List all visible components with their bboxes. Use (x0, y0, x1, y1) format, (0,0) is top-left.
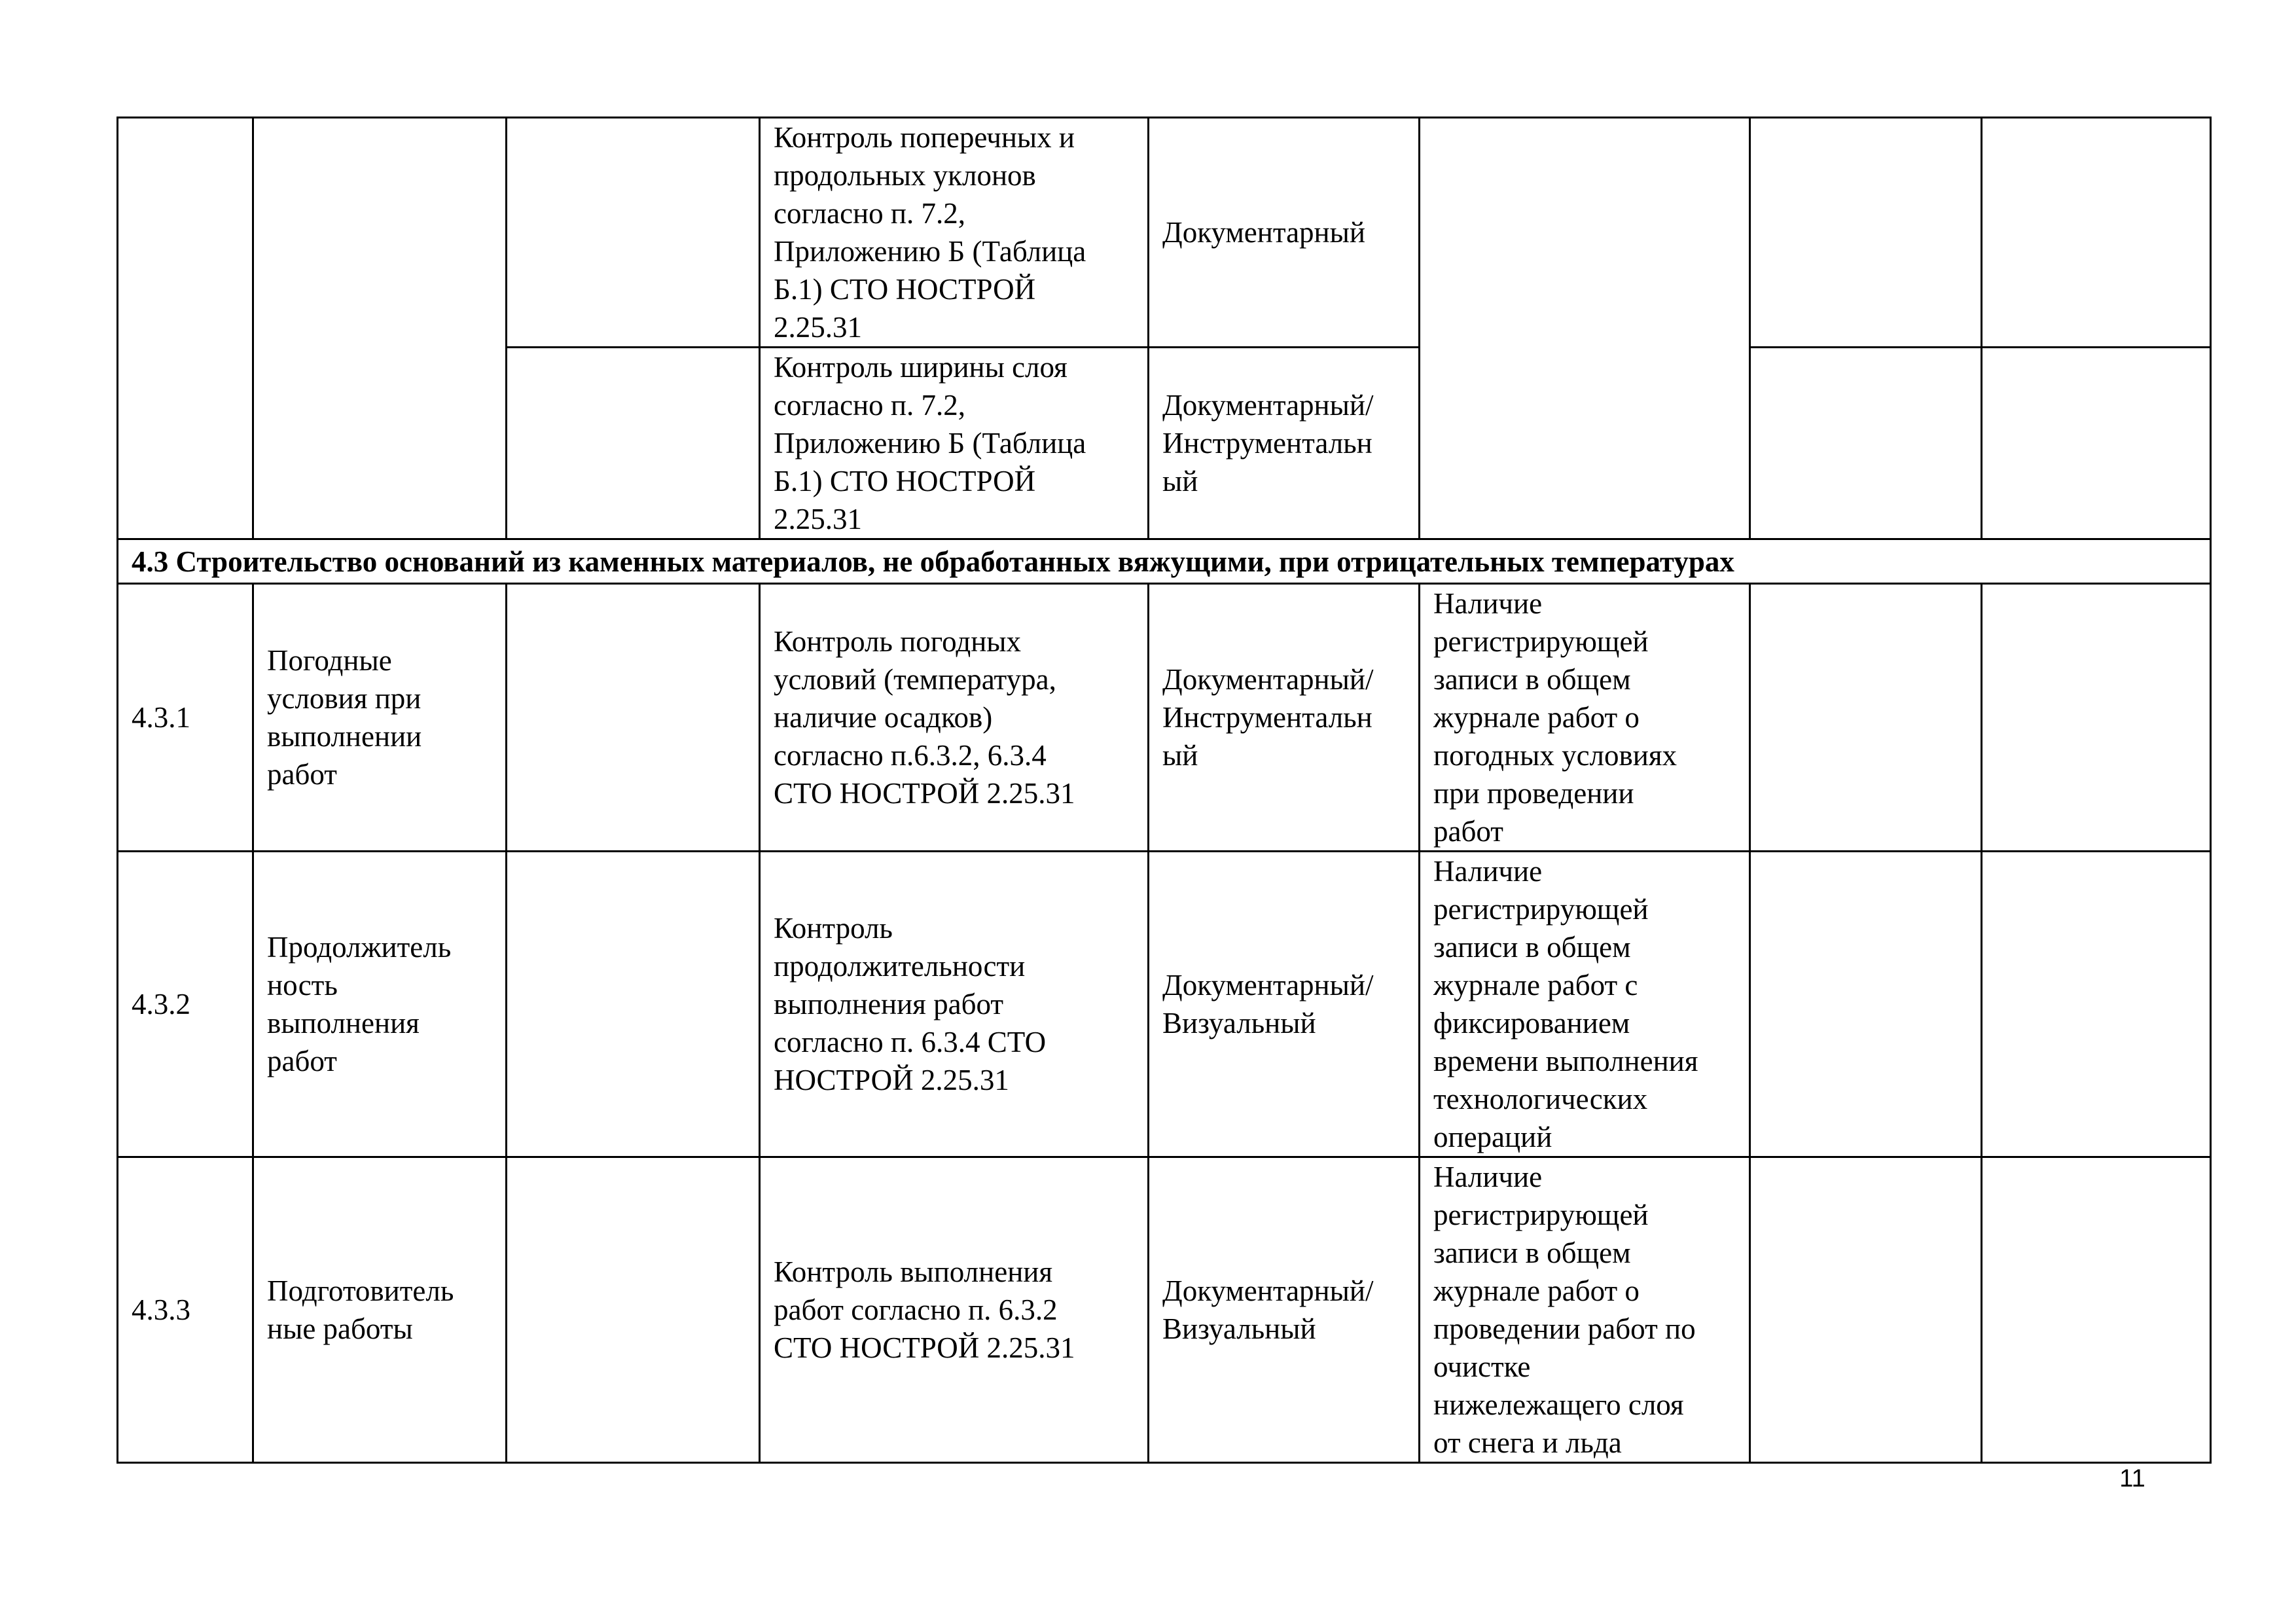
page-number: 11 (2119, 1465, 2145, 1492)
cell-method (1149, 118, 1420, 348)
cell-empty (1982, 118, 2211, 348)
cell-name-empty (253, 118, 507, 539)
cell-empty (507, 348, 760, 539)
record-text: Наличие регистрирующей записи в общем журнале работ с фиксированием времени выполнения технологических операций (1433, 855, 1698, 1153)
cell-number (118, 584, 253, 852)
cell-empty (1750, 1157, 1982, 1463)
section-row (118, 539, 2211, 584)
cell-method (1149, 852, 1420, 1157)
cell-number (118, 1157, 253, 1463)
cell-empty (1982, 852, 2211, 1157)
cell-empty (1750, 118, 1982, 348)
method-text: Документарный/ Визуальный (1162, 1274, 1374, 1345)
row-name: Погодные условия при выполнении работ (267, 644, 422, 791)
cell-empty (1982, 348, 2211, 539)
cell-control (760, 852, 1149, 1157)
cell-record-empty (1420, 118, 1750, 539)
row-name: Подготовитель ные работы (267, 1274, 454, 1345)
cell-control (760, 1157, 1149, 1463)
table-row (118, 118, 2211, 348)
cell-number-empty (118, 118, 253, 539)
control-table (117, 117, 2212, 1464)
cell-method (1149, 348, 1420, 539)
control-text: Контроль ширины слоя согласно п. 7.2, Приложению Б (Таблица Б.1) СТО НОСТРОЙ 2.25.31 (774, 351, 1086, 535)
cell-record (1420, 852, 1750, 1157)
table-row (118, 852, 2211, 1157)
cell-method (1149, 584, 1420, 852)
cell-name (253, 852, 507, 1157)
row-number: 4.3.3 (132, 1293, 190, 1326)
row-name: Продолжитель ность выполнения работ (267, 931, 452, 1077)
cell-record (1420, 584, 1750, 852)
cell-name (253, 1157, 507, 1463)
cell-record (1420, 1157, 1750, 1463)
record-text: Наличие регистрирующей записи в общем журнале работ о погодных условиях при проведении работ (1433, 587, 1677, 848)
record-text: Наличие регистрирующей записи в общем журнале работ о проведении работ по очистке нижележащего слоя от снега и льда (1433, 1161, 1696, 1459)
method-text: Документарный/ Инструментальн ый (1162, 389, 1374, 497)
cell-method (1149, 1157, 1420, 1463)
cell-empty (1982, 584, 2211, 852)
table-row (118, 1157, 2211, 1463)
table-row (118, 584, 2211, 852)
cell-empty (507, 584, 760, 852)
cell-empty (507, 1157, 760, 1463)
cell-empty (1750, 348, 1982, 539)
method-text: Документарный/ Инструментальн ый (1162, 663, 1374, 772)
cell-empty (1750, 852, 1982, 1157)
control-text: Контроль продолжительности выполнения работ согласно п. 6.3.4 СТО НОСТРОЙ 2.25.31 (774, 912, 1047, 1096)
cell-empty (507, 118, 760, 348)
control-text: Контроль поперечных и продольных уклонов согласно п. 7.2, Приложению Б (Таблица Б.1) СТО НОСТРОЙ 2.25.31 (774, 121, 1086, 344)
cell-empty (507, 852, 760, 1157)
method-text: Документарный/ Визуальный (1162, 969, 1374, 1039)
cell-control (760, 584, 1149, 852)
row-number: 4.3.1 (132, 701, 190, 734)
cell-empty (1750, 584, 1982, 852)
cell-control (760, 118, 1149, 348)
cell-name (253, 584, 507, 852)
control-text: Контроль выполнения работ согласно п. 6.3.2 СТО НОСТРОЙ 2.25.31 (774, 1255, 1075, 1364)
cell-number (118, 852, 253, 1157)
cell-empty (1982, 1157, 2211, 1463)
cell-control (760, 348, 1149, 539)
control-text: Контроль погодных условий (температура, наличие осадков) согласно п.6.3.2, 6.3.4 СТО НОСТРОЙ 2.25.31 (774, 625, 1075, 810)
section-title: 4.3 Строительство оснований из каменных материалов, не обработанных вяжущими, при отрицательных температурах (118, 539, 2211, 584)
method-text: Документарный (1162, 216, 1365, 249)
row-number: 4.3.2 (132, 988, 190, 1020)
